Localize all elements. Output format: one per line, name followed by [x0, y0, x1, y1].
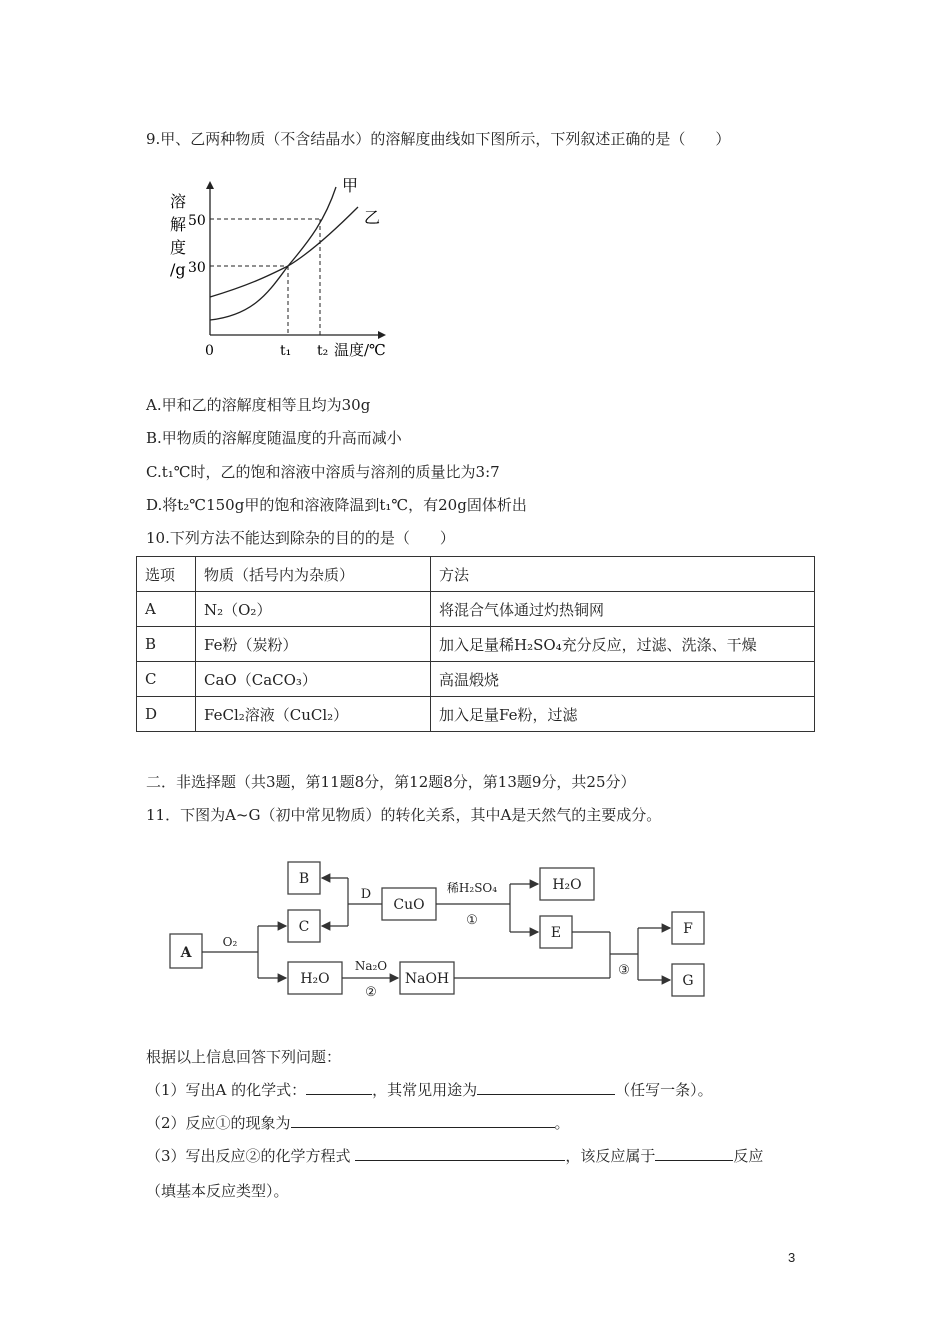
cell-method: 加入足量稀H₂SO₄充分反应，过滤、洗涤、干燥: [431, 627, 815, 662]
answer-blank-use[interactable]: [477, 1080, 615, 1095]
table-header-row: [137, 557, 815, 592]
header-method: 方法: [431, 557, 815, 592]
box-h2o-2: H₂O: [552, 877, 582, 893]
q11-intro: 根据以上信息回答下列问题：: [146, 1048, 342, 1066]
label-d: D: [360, 887, 372, 902]
sub3-text-c: 反应: [733, 1147, 764, 1165]
label-na2o: Na₂O: [354, 959, 388, 973]
q9-option-b: B.甲物质的溶解度随温度的升高而减小: [146, 429, 402, 447]
y-tick-30: 30: [188, 260, 206, 276]
box-h2o-1: H₂O: [300, 971, 330, 987]
cell-substance: CaO（CaCO₃）: [196, 662, 431, 697]
box-b: B: [298, 871, 310, 887]
cell-substance: N₂（O₂）: [196, 592, 431, 627]
sub3-text-b: ，该反应属于: [565, 1147, 656, 1165]
cell-option: D: [137, 697, 196, 732]
curve-jia: [210, 187, 336, 320]
label-o2: O₂: [222, 935, 238, 949]
curve-label-yi: 乙: [364, 208, 381, 227]
table-row: [137, 592, 815, 627]
y-label-2: 解: [170, 215, 187, 234]
x-tick-t2: t₂: [317, 343, 329, 359]
label-h2so4: 稀H₂SO₄: [446, 881, 498, 895]
box-e: E: [550, 925, 562, 941]
cell-method: 高温煅烧: [431, 662, 815, 697]
q10-table: [136, 556, 815, 732]
q9-option-c: C.t₁℃时，乙的饱和溶液中溶质与溶剂的质量比为3:7: [146, 463, 500, 481]
q10-stem: 10.下列方法不能达到除杂的目的的是（ ）: [146, 529, 455, 547]
cell-method: 将混合气体通过灼热铜网: [431, 592, 815, 627]
table-row: [137, 627, 815, 662]
curve-yi: [210, 207, 358, 297]
sub2-text-a: （2）反应①的现象为: [146, 1114, 291, 1132]
q11-stem: 11．下图为A~G（初中常见物质）的转化关系，其中A是天然气的主要成分。: [146, 806, 662, 824]
q11-sub3-cont: （填基本反应类型）。: [146, 1182, 289, 1200]
label-reaction-1: ①: [466, 913, 478, 928]
answer-blank-equation[interactable]: [355, 1146, 565, 1161]
box-naoh: NaOH: [404, 971, 450, 987]
table-row: [137, 697, 815, 732]
header-substance: 物质（括号内为杂质）: [196, 557, 431, 592]
y-tick-50: 50: [188, 213, 206, 229]
conversion-diagram: [160, 852, 720, 1012]
q9-option-d: D.将t₂℃150g甲的饱和溶液降温到t₁℃，有20g固体析出: [146, 496, 527, 514]
y-label-4: /g: [170, 260, 186, 279]
sub1-text-a: （1）写出A 的化学式：: [146, 1081, 307, 1099]
q11-sub1: [146, 1079, 713, 1100]
cell-substance: Fe粉（炭粉）: [196, 627, 431, 662]
box-c: C: [298, 919, 310, 935]
sub1-text-c: （任写一条）。: [615, 1081, 713, 1099]
y-label-3: 度: [170, 238, 187, 257]
x-tick-t1: t₁: [280, 343, 292, 359]
sub2-text-b: 。: [554, 1114, 570, 1132]
answer-blank-formula[interactable]: [306, 1080, 372, 1095]
page-number: 3: [788, 1250, 796, 1265]
curve-label-jia: 甲: [342, 176, 359, 195]
q9-option-a: A.甲和乙的溶解度相等且均为30g: [146, 396, 371, 414]
cell-method: 加入足量Fe粉，过滤: [431, 697, 815, 732]
sub3-text-a: （3）写出反应②的化学方程式: [146, 1147, 356, 1165]
box-cuo: CuO: [393, 897, 425, 913]
box-g: G: [682, 973, 694, 989]
section-2-heading: 二．非选择题（共3题，第11题8分，第12题8分，第13题9分，共25分）: [146, 773, 636, 791]
cell-option: A: [137, 592, 196, 627]
q11-sub3: [146, 1145, 763, 1166]
box-a: A: [180, 945, 192, 961]
sub1-text-b: ，其常见用途为: [372, 1081, 478, 1099]
x-tick-0: 0: [205, 343, 214, 359]
q11-sub2: [146, 1112, 570, 1133]
header-option: 选项: [137, 557, 196, 592]
answer-blank-phenomenon[interactable]: [291, 1113, 555, 1128]
y-label-1: 溶: [170, 192, 187, 211]
label-reaction-3: ③: [618, 963, 630, 978]
cell-option: B: [137, 627, 196, 662]
table-row: [137, 662, 815, 697]
box-f: F: [683, 921, 693, 937]
cell-option: C: [137, 662, 196, 697]
cell-substance: FeCl₂溶液（CuCl₂）: [196, 697, 431, 732]
label-reaction-2: ②: [365, 985, 377, 1000]
q9-stem: 9.甲、乙两种物质（不含结晶水）的溶解度曲线如下图所示，下列叙述正确的是（ ）: [146, 130, 731, 148]
answer-blank-reaction-type[interactable]: [655, 1146, 733, 1161]
x-axis-label: 温度/℃: [334, 341, 386, 359]
solubility-graph: [160, 175, 420, 365]
